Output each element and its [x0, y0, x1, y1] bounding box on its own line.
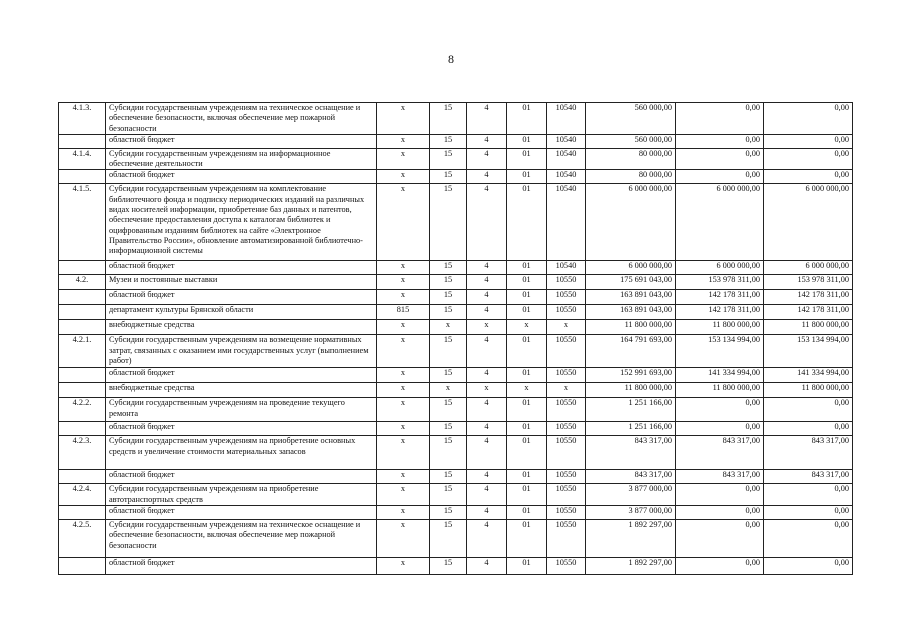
- code-rz-cell: 15: [430, 484, 467, 506]
- code-csr-2-cell: 10550: [547, 305, 586, 320]
- amount-year-3-cell: 0,00: [764, 170, 853, 184]
- amount-year-2-cell: 0,00: [676, 103, 764, 135]
- code-csr-2-cell: 10550: [547, 484, 586, 506]
- code-pr-cell: 4: [467, 422, 507, 436]
- amount-year-2-cell: 141 334 994,00: [676, 368, 764, 383]
- code-pr-cell: х: [467, 383, 507, 398]
- amount-year-3-cell: 142 178 311,00: [764, 290, 853, 305]
- code-rz-cell: 15: [430, 335, 467, 368]
- amount-year-3-cell: 0,00: [764, 422, 853, 436]
- amount-year-1-cell: 11 800 000,00: [586, 320, 676, 335]
- code-rz-cell: 15: [430, 290, 467, 305]
- amount-year-2-cell: 142 178 311,00: [676, 305, 764, 320]
- amount-year-2-cell: 11 800 000,00: [676, 320, 764, 335]
- table-row: [59, 383, 853, 398]
- code-csr-1-cell: 01: [507, 484, 547, 506]
- amount-year-1-cell: 163 891 043,00: [586, 290, 676, 305]
- row-number-cell: 4.1.5.: [59, 184, 106, 261]
- amount-year-2-cell: 0,00: [676, 134, 764, 148]
- code-gr-cell: х: [377, 558, 430, 575]
- code-rz-cell: 15: [430, 520, 467, 558]
- table-row: [59, 103, 853, 135]
- row-name-cell: Субсидии государственным учреждениям на техническое оснащение и обеспечение безопасности, включая обеспечение мер пожарной безопасности: [106, 103, 377, 135]
- code-csr-2-cell: 10540: [547, 134, 586, 148]
- code-csr-1-cell: 01: [507, 103, 547, 135]
- amount-year-2-cell: 0,00: [676, 558, 764, 575]
- code-pr-cell: 4: [467, 103, 507, 135]
- amount-year-2-cell: 0,00: [676, 398, 764, 422]
- code-pr-cell: 4: [467, 368, 507, 383]
- table-row: [59, 320, 853, 335]
- row-name-cell: областной бюджет: [106, 290, 377, 305]
- code-rz-cell: 15: [430, 103, 467, 135]
- table-row: [59, 184, 853, 261]
- row-name-cell: Субсидии государственным учреждениям на комплектование библиотечного фонда и подписку периодических изданий на различных видах носителей информации, приобретение баз данных и патентов, обеспечение предоставления доступа к каталогам библиотек и оцифрованным изданиям библиотек на сайте «Электронное Правительство России», обновление автоматизированной библиотечно-информационной системы: [106, 184, 377, 261]
- table-row: [59, 261, 853, 275]
- table-row: [59, 290, 853, 305]
- code-csr-2-cell: 10540: [547, 184, 586, 261]
- budget-table: [58, 102, 853, 575]
- row-number-cell: [59, 134, 106, 148]
- amount-year-2-cell: 11 800 000,00: [676, 383, 764, 398]
- code-csr-1-cell: 01: [507, 275, 547, 290]
- code-pr-cell: 4: [467, 506, 507, 520]
- code-pr-cell: 4: [467, 148, 507, 170]
- amount-year-3-cell: 0,00: [764, 398, 853, 422]
- code-csr-1-cell: х: [507, 383, 547, 398]
- code-csr-2-cell: 10540: [547, 170, 586, 184]
- code-rz-cell: 15: [430, 170, 467, 184]
- amount-year-3-cell: 0,00: [764, 148, 853, 170]
- amount-year-3-cell: 142 178 311,00: [764, 305, 853, 320]
- amount-year-3-cell: 0,00: [764, 484, 853, 506]
- code-csr-1-cell: 01: [507, 506, 547, 520]
- code-csr-2-cell: х: [547, 320, 586, 335]
- amount-year-3-cell: 0,00: [764, 134, 853, 148]
- code-rz-cell: 15: [430, 506, 467, 520]
- code-csr-2-cell: 10540: [547, 261, 586, 275]
- code-csr-1-cell: 01: [507, 148, 547, 170]
- row-name-cell: Субсидии государственным учреждениям на приобретение автотранспортных средств: [106, 484, 377, 506]
- amount-year-1-cell: 6 000 000,00: [586, 184, 676, 261]
- table-row: [59, 398, 853, 422]
- code-pr-cell: 4: [467, 170, 507, 184]
- amount-year-2-cell: 0,00: [676, 506, 764, 520]
- amount-year-1-cell: 1 251 166,00: [586, 422, 676, 436]
- code-gr-cell: х: [377, 398, 430, 422]
- code-csr-1-cell: 01: [507, 558, 547, 575]
- amount-year-3-cell: 141 334 994,00: [764, 368, 853, 383]
- row-name-cell: областной бюджет: [106, 506, 377, 520]
- amount-year-3-cell: 843 317,00: [764, 436, 853, 470]
- table-row: [59, 470, 853, 484]
- code-rz-cell: 15: [430, 134, 467, 148]
- amount-year-1-cell: 560 000,00: [586, 103, 676, 135]
- code-csr-1-cell: 01: [507, 520, 547, 558]
- code-rz-cell: 15: [430, 422, 467, 436]
- code-pr-cell: 4: [467, 261, 507, 275]
- code-gr-cell: х: [377, 184, 430, 261]
- code-gr-cell: х: [377, 520, 430, 558]
- code-gr-cell: х: [377, 103, 430, 135]
- row-number-cell: 4.1.3.: [59, 103, 106, 135]
- amount-year-3-cell: 843 317,00: [764, 470, 853, 484]
- amount-year-2-cell: 0,00: [676, 148, 764, 170]
- code-csr-1-cell: 01: [507, 170, 547, 184]
- code-csr-2-cell: 10550: [547, 275, 586, 290]
- amount-year-2-cell: 0,00: [676, 422, 764, 436]
- amount-year-1-cell: 3 877 000,00: [586, 484, 676, 506]
- table-row: [59, 134, 853, 148]
- amount-year-2-cell: 0,00: [676, 170, 764, 184]
- table-row: [59, 335, 853, 368]
- table-row: [59, 148, 853, 170]
- code-csr-2-cell: 10550: [547, 290, 586, 305]
- row-number-cell: [59, 368, 106, 383]
- amount-year-2-cell: 153 978 311,00: [676, 275, 764, 290]
- code-gr-cell: х: [377, 383, 430, 398]
- code-gr-cell: х: [377, 368, 430, 383]
- code-rz-cell: 15: [430, 148, 467, 170]
- amount-year-1-cell: 152 991 693,00: [586, 368, 676, 383]
- code-rz-cell: 15: [430, 184, 467, 261]
- code-csr-1-cell: х: [507, 320, 547, 335]
- row-number-cell: [59, 506, 106, 520]
- code-rz-cell: х: [430, 320, 467, 335]
- code-rz-cell: 15: [430, 368, 467, 383]
- code-pr-cell: 4: [467, 520, 507, 558]
- table-row: [59, 558, 853, 575]
- code-gr-cell: 815: [377, 305, 430, 320]
- table-row: [59, 506, 853, 520]
- amount-year-1-cell: 175 691 043,00: [586, 275, 676, 290]
- code-csr-2-cell: 10540: [547, 103, 586, 135]
- row-name-cell: Субсидии государственным учреждениям на техническое оснащение и обеспечение безопасности, включая обеспечение мер пожарной безопасности: [106, 520, 377, 558]
- code-csr-2-cell: 10550: [547, 368, 586, 383]
- row-name-cell: областной бюджет: [106, 261, 377, 275]
- amount-year-2-cell: 153 134 994,00: [676, 335, 764, 368]
- row-number-cell: [59, 470, 106, 484]
- row-number-cell: 4.1.4.: [59, 148, 106, 170]
- amount-year-1-cell: 164 791 693,00: [586, 335, 676, 368]
- amount-year-1-cell: 6 000 000,00: [586, 261, 676, 275]
- code-csr-1-cell: 01: [507, 305, 547, 320]
- row-name-cell: областной бюджет: [106, 368, 377, 383]
- row-number-cell: 4.2.4.: [59, 484, 106, 506]
- row-number-cell: [59, 305, 106, 320]
- row-name-cell: областной бюджет: [106, 470, 377, 484]
- amount-year-1-cell: 3 877 000,00: [586, 506, 676, 520]
- budget-table-body: [59, 103, 853, 575]
- code-gr-cell: х: [377, 470, 430, 484]
- code-csr-2-cell: 10550: [547, 558, 586, 575]
- amount-year-1-cell: 11 800 000,00: [586, 383, 676, 398]
- amount-year-2-cell: 142 178 311,00: [676, 290, 764, 305]
- amount-year-3-cell: 11 800 000,00: [764, 383, 853, 398]
- code-csr-1-cell: 01: [507, 436, 547, 470]
- code-csr-1-cell: 01: [507, 184, 547, 261]
- amount-year-1-cell: 80 000,00: [586, 170, 676, 184]
- amount-year-1-cell: 1 892 297,00: [586, 520, 676, 558]
- code-gr-cell: х: [377, 261, 430, 275]
- code-csr-1-cell: 01: [507, 261, 547, 275]
- row-number-cell: [59, 422, 106, 436]
- table-row: [59, 422, 853, 436]
- row-number-cell: [59, 320, 106, 335]
- row-number-cell: 4.2.3.: [59, 436, 106, 470]
- row-name-cell: областной бюджет: [106, 422, 377, 436]
- code-rz-cell: 15: [430, 470, 467, 484]
- table-row: [59, 436, 853, 470]
- code-csr-1-cell: 01: [507, 398, 547, 422]
- amount-year-3-cell: 11 800 000,00: [764, 320, 853, 335]
- amount-year-3-cell: 6 000 000,00: [764, 261, 853, 275]
- row-number-cell: 4.2.2.: [59, 398, 106, 422]
- amount-year-3-cell: 0,00: [764, 520, 853, 558]
- code-pr-cell: 4: [467, 558, 507, 575]
- code-rz-cell: 15: [430, 261, 467, 275]
- row-number-cell: [59, 290, 106, 305]
- row-name-cell: Субсидии государственным учреждениям на возмещение нормативных затрат, связанных с оказанием ими государственных услуг (выполнением работ): [106, 335, 377, 368]
- code-csr-1-cell: 01: [507, 470, 547, 484]
- code-gr-cell: х: [377, 422, 430, 436]
- code-csr-2-cell: 10550: [547, 520, 586, 558]
- amount-year-3-cell: 0,00: [764, 103, 853, 135]
- amount-year-3-cell: 6 000 000,00: [764, 184, 853, 261]
- amount-year-2-cell: 6 000 000,00: [676, 184, 764, 261]
- code-rz-cell: 15: [430, 558, 467, 575]
- code-csr-2-cell: х: [547, 383, 586, 398]
- amount-year-1-cell: 560 000,00: [586, 134, 676, 148]
- row-number-cell: [59, 170, 106, 184]
- amount-year-3-cell: 153 134 994,00: [764, 335, 853, 368]
- row-name-cell: областной бюджет: [106, 170, 377, 184]
- row-name-cell: областной бюджет: [106, 558, 377, 575]
- row-number-cell: 4.2.5.: [59, 520, 106, 558]
- code-rz-cell: 15: [430, 305, 467, 320]
- code-rz-cell: 15: [430, 398, 467, 422]
- amount-year-3-cell: 0,00: [764, 506, 853, 520]
- row-name-cell: внебюджетные средства: [106, 320, 377, 335]
- code-gr-cell: х: [377, 320, 430, 335]
- row-number-cell: [59, 261, 106, 275]
- code-csr-2-cell: 10550: [547, 398, 586, 422]
- amount-year-1-cell: 1 892 297,00: [586, 558, 676, 575]
- amount-year-2-cell: 0,00: [676, 520, 764, 558]
- code-pr-cell: 4: [467, 398, 507, 422]
- code-csr-2-cell: 10550: [547, 436, 586, 470]
- amount-year-1-cell: 843 317,00: [586, 470, 676, 484]
- code-csr-2-cell: 10550: [547, 335, 586, 368]
- row-number-cell: 4.2.1.: [59, 335, 106, 368]
- table-row: [59, 275, 853, 290]
- code-csr-2-cell: 10550: [547, 506, 586, 520]
- page-number: 8: [448, 52, 454, 66]
- amount-year-1-cell: 843 317,00: [586, 436, 676, 470]
- code-pr-cell: 4: [467, 484, 507, 506]
- code-gr-cell: х: [377, 290, 430, 305]
- amount-year-3-cell: 153 978 311,00: [764, 275, 853, 290]
- code-rz-cell: х: [430, 383, 467, 398]
- code-pr-cell: 4: [467, 305, 507, 320]
- table-row: [59, 520, 853, 558]
- row-name-cell: Музеи и постоянные выставки: [106, 275, 377, 290]
- row-name-cell: Субсидии государственным учреждениям на проведение текущего ремонта: [106, 398, 377, 422]
- amount-year-2-cell: 843 317,00: [676, 436, 764, 470]
- code-pr-cell: 4: [467, 335, 507, 368]
- amount-year-1-cell: 80 000,00: [586, 148, 676, 170]
- code-csr-2-cell: 10550: [547, 470, 586, 484]
- code-csr-1-cell: 01: [507, 134, 547, 148]
- row-number-cell: [59, 558, 106, 575]
- code-csr-1-cell: 01: [507, 290, 547, 305]
- row-number-cell: 4.2.: [59, 275, 106, 290]
- row-number-cell: [59, 383, 106, 398]
- code-csr-1-cell: 01: [507, 422, 547, 436]
- code-pr-cell: х: [467, 320, 507, 335]
- table-row: [59, 484, 853, 506]
- code-pr-cell: 4: [467, 275, 507, 290]
- code-rz-cell: 15: [430, 275, 467, 290]
- code-gr-cell: х: [377, 436, 430, 470]
- code-rz-cell: 15: [430, 436, 467, 470]
- code-pr-cell: 4: [467, 290, 507, 305]
- row-name-cell: внебюджетные средства: [106, 383, 377, 398]
- amount-year-2-cell: 6 000 000,00: [676, 261, 764, 275]
- amount-year-1-cell: 1 251 166,00: [586, 398, 676, 422]
- row-name-cell: Субсидии государственным учреждениям на информационное обеспечение деятельности: [106, 148, 377, 170]
- code-gr-cell: х: [377, 335, 430, 368]
- amount-year-2-cell: 843 317,00: [676, 470, 764, 484]
- code-gr-cell: х: [377, 275, 430, 290]
- code-csr-1-cell: 01: [507, 368, 547, 383]
- code-pr-cell: 4: [467, 470, 507, 484]
- amount-year-2-cell: 0,00: [676, 484, 764, 506]
- amount-year-3-cell: 0,00: [764, 558, 853, 575]
- table-row: [59, 170, 853, 184]
- code-pr-cell: 4: [467, 134, 507, 148]
- code-csr-1-cell: 01: [507, 335, 547, 368]
- code-gr-cell: х: [377, 170, 430, 184]
- code-gr-cell: х: [377, 148, 430, 170]
- table-row: [59, 368, 853, 383]
- code-csr-2-cell: 10550: [547, 422, 586, 436]
- amount-year-1-cell: 163 891 043,00: [586, 305, 676, 320]
- row-name-cell: областной бюджет: [106, 134, 377, 148]
- row-name-cell: Субсидии государственным учреждениям на приобретение основных средств и увеличение стоимости материальных запасов: [106, 436, 377, 470]
- code-gr-cell: х: [377, 484, 430, 506]
- code-pr-cell: 4: [467, 436, 507, 470]
- code-gr-cell: х: [377, 506, 430, 520]
- code-pr-cell: 4: [467, 184, 507, 261]
- table-row: [59, 305, 853, 320]
- row-name-cell: департамент культуры Брянской области: [106, 305, 377, 320]
- code-csr-2-cell: 10540: [547, 148, 586, 170]
- code-gr-cell: х: [377, 134, 430, 148]
